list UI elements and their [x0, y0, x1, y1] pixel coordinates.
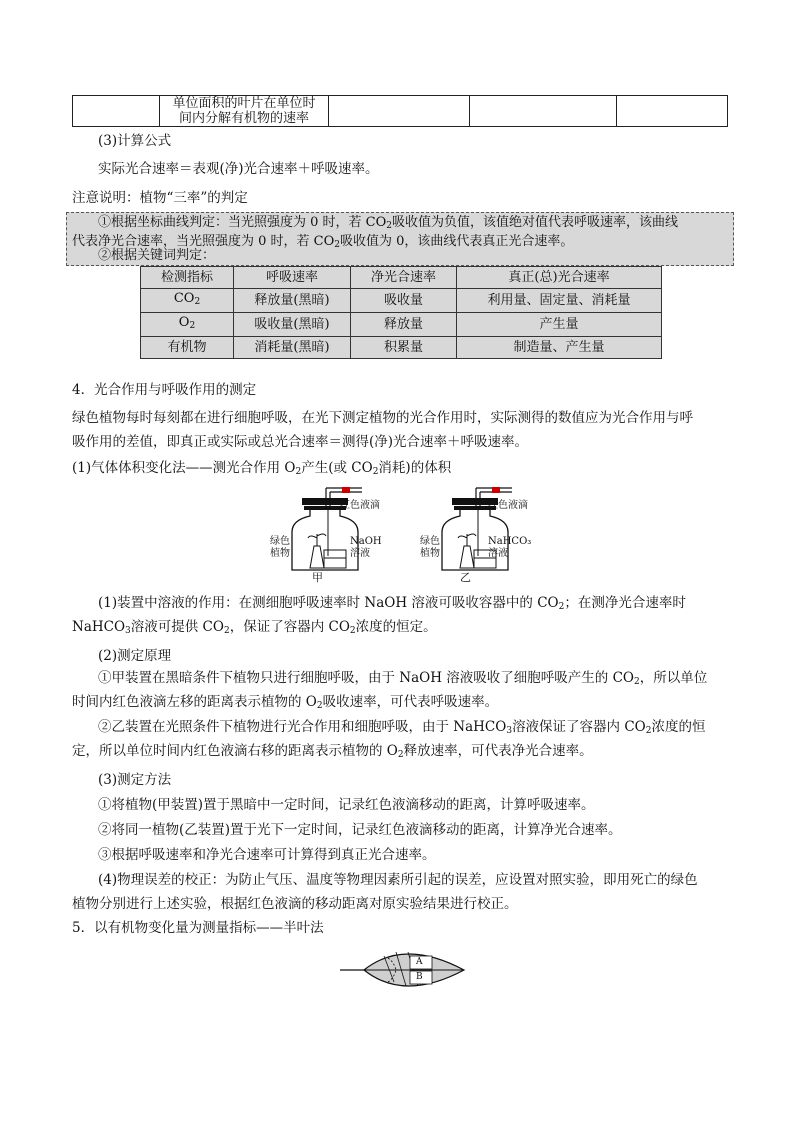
- red-droplet-icon: [492, 487, 500, 493]
- table-cell: 吸收量(黑暗): [234, 313, 351, 337]
- section-4-intro-line-2: 吸作用的差值，即真正或实际或总光合速率＝测得(净)光合速率＋呼吸速率。: [72, 434, 529, 450]
- table-header-cell: 检测指标: [141, 267, 234, 289]
- table-cell: $O_2$: [141, 313, 234, 337]
- device-p3-line-1: ①甲装置在黑暗条件下植物只进行细胞呼吸，由于 NaOH 溶液吸收了细胞呼吸产生的 $CO_2$，所以单位: [98, 670, 708, 687]
- table-header-cell: 呼吸速率: [234, 267, 351, 289]
- table-row: [141, 289, 662, 313]
- device-p8: ③根据呼吸速率和净光合速率可计算得到真正光合速率。: [98, 847, 436, 863]
- note-paragraph-1-line-2: 代表净光合速率，当光照强度为 0 时，若 $CO_2$吸收值为 0，该曲线代表真正光合速率。: [72, 234, 574, 250]
- device-p1-line-1: (1)装置中溶液的作用：在测细胞呼吸速率时 NaOH 溶液可吸收容器中的 $CO_2$；在测净光合速率时: [98, 595, 686, 612]
- leaf-label-a: A: [416, 957, 423, 967]
- device-p7: ②将同一植物(乙装置)置于光下一定时间，记录红色液滴移动的距离，计算净光合速率。: [98, 822, 622, 838]
- table-cell: 释放量: [351, 313, 457, 337]
- table-cell: [329, 96, 470, 127]
- table-header-cell: 净光合速率: [351, 267, 457, 289]
- plant-label-right: 绿色 植物: [420, 536, 440, 559]
- judge-table: [140, 266, 662, 359]
- method-1-heading: (1)气体体积变化法——测光合作用 $O_2$产生(或 $CO_2$消耗)的体积: [72, 460, 452, 477]
- table-cell: 制造量、产生量: [457, 337, 662, 359]
- section-4-intro-line-1: 绿色植物每时每刻都在进行细胞呼吸，在光下测定植物的光合作用时，实际测得的数值应为光合作用与呼: [72, 410, 693, 426]
- note-paragraph-2: ②根据关键词判定：: [98, 248, 216, 263]
- caption-jia: 甲: [312, 571, 323, 584]
- device-p4-line-2: 定，所以单位时间内红色液滴右移的距离表示植物的 $O_2$释放速率，可代表净光合速率。: [72, 743, 593, 760]
- device-p5: (3)测定方法: [98, 772, 172, 788]
- table-cell: [617, 96, 728, 127]
- device-p4-line-1: ②乙装置在光照条件下植物进行光合作用和细胞呼吸，由于 NaHCO$_3$溶液保证了容器内 $CO_2$浓度的恒: [98, 719, 706, 736]
- red-droplet-icon: [342, 487, 350, 493]
- note-paragraph-1-line-1: ①根据坐标曲线判定：当光照强度为 0 时，若 $CO_2$吸收值为负值，该值绝对值代表呼吸速率，该曲线: [98, 215, 679, 231]
- calc-heading: (3)计算公式: [98, 133, 172, 149]
- device-p3-line-2: 时间内红色液滴左移的距离表示植物的 $O_2$吸收速率，可代表呼吸速率。: [72, 694, 499, 711]
- table-cell: 消耗量(黑暗): [234, 337, 351, 359]
- device-p9-line-2: 植物分别进行上述实验，根据红色液滴的移动距离对原实验结果进行校正。: [72, 896, 518, 912]
- solution-label-right: NaHCO₃ 溶液: [488, 536, 532, 559]
- table-row: [141, 337, 662, 359]
- table-row: [141, 313, 662, 337]
- table-cell: 利用量、固定量、消耗量: [457, 289, 662, 313]
- droplet-label-right: 红色液滴: [488, 500, 528, 511]
- table-cell: 产生量: [457, 313, 662, 337]
- top-table: [72, 95, 728, 127]
- table-cell: $CO_2$: [141, 289, 234, 313]
- leaf-label-b: B: [416, 972, 423, 982]
- device-p9-line-1: (4)物理误差的校正：为防止气压、温度等物理因素所引起的误差，应设置对照实验，即用死亡的绿色: [98, 872, 698, 888]
- table-cell-text: 间内分解有机物的速率: [178, 111, 309, 126]
- device-p6: ①将植物(甲装置)置于黑暗中一定时间，记录红色液滴移动的距离，计算呼吸速率。: [98, 797, 595, 813]
- device-p2: (2)测定原理: [98, 648, 172, 664]
- table-cell-text: 单位面积的叶片在单位时: [172, 96, 316, 111]
- table-cell: 积累量: [351, 337, 457, 359]
- table-header-cell: 真正(总)光合速率: [457, 267, 662, 289]
- section-5-title: 5．以有机物变化量为测量指标——半叶法: [72, 920, 324, 936]
- plant-label-left: 绿色 植物: [270, 536, 290, 559]
- calc-formula: 实际光合速率＝表观(净)光合速率＋呼吸速率。: [98, 161, 379, 177]
- table-cell: 有机物: [141, 337, 234, 359]
- table-cell: [73, 96, 160, 127]
- droplet-label-left: 红色液滴: [340, 500, 380, 511]
- solution-label-left: NaOH 溶液: [350, 536, 382, 559]
- leaf-figure: [338, 942, 478, 998]
- table-cell: 吸收量: [351, 289, 457, 313]
- table-cell: [470, 96, 617, 127]
- apparatus-figure: [262, 484, 542, 584]
- section-4-title: 4．光合作用与呼吸作用的测定: [72, 382, 257, 398]
- device-p1-line-2: NaHCO$_3$溶液可提供 $CO_2$，保证了容器内 $CO_2$浓度的恒定。: [72, 619, 437, 636]
- caption-yi: 乙: [460, 571, 471, 584]
- note-title: 注意说明：植物“三率”的判定: [72, 190, 248, 206]
- table-cell: [160, 96, 329, 127]
- table-cell: 释放量(黑暗): [234, 289, 351, 313]
- table-header-row: [141, 267, 662, 289]
